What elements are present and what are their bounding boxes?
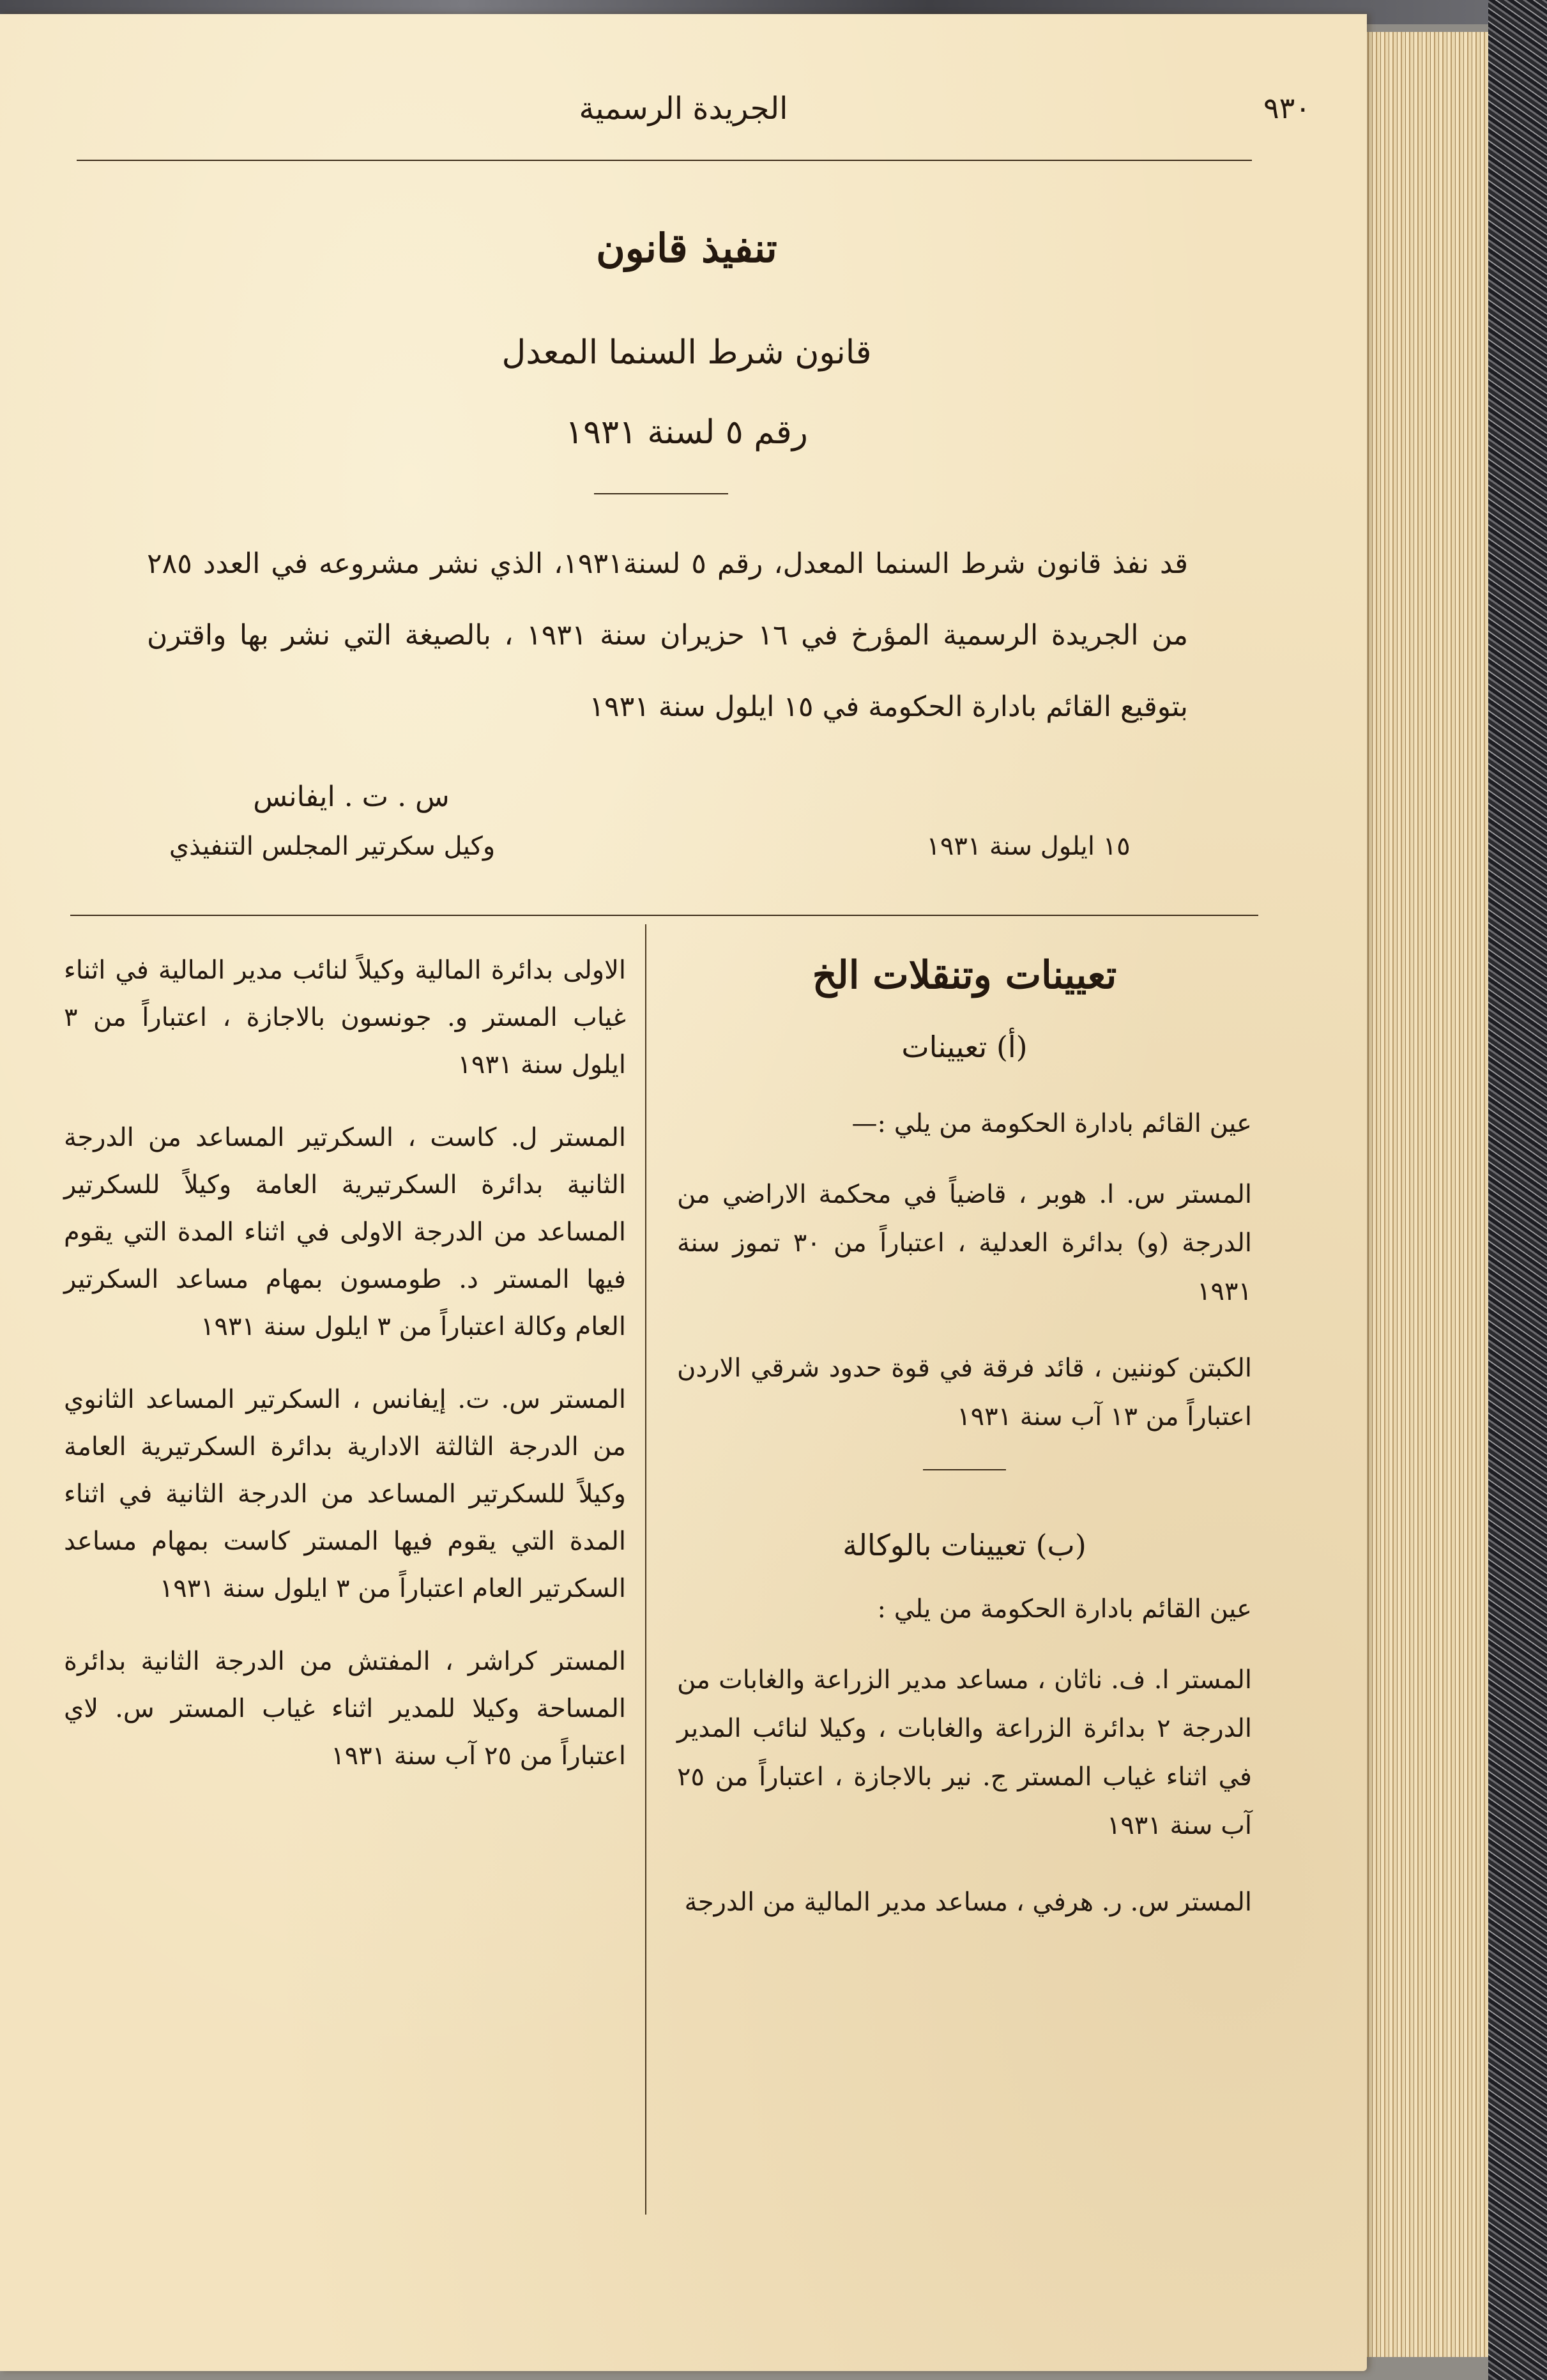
acting-appointment-entry: المستر ل. كاست ، السكرتير المساعد من الدرجة الثانية بدائرة السكرتيرية العامة وكيلاً للسكرتير المساعد من الدرجة الاولى في اثناء المدة التي يقوم فيها المستر د. طومسون بمهام مساعد السكرتير العام وكالة اعتباراً من ٣ ايلول سنة ١٩٣١ bbox=[64, 1123, 626, 1341]
appointment-entry: المستر س. ا. هوبر ، قاضياً في محكمة الاراضي من الدرجة (و) بدائرة العدلية ، اعتباراً من ٣٠ تموز سنة ١٩٣١ bbox=[677, 1180, 1252, 1306]
right-column bbox=[677, 934, 1252, 1955]
signatory-title: وكيل سكرتير المجلس التنفيذي bbox=[169, 832, 496, 861]
enactment-paragraph: قد نفذ قانون شرط السنما المعدل، رقم ٥ لسنة١٩٣١، الذي نشر مشروعه في العدد ٢٨٥ من الجريدة الرسمية المؤرخ في ١٦ حزيران سنة ١٩٣١ ، بالصيغة التي نشر بها واقترن بتوقيع القائم بادارة الحكومة في ١٥ ايلول سنة ١٩٣١ bbox=[147, 547, 1189, 723]
gazette-page bbox=[0, 14, 1367, 2371]
acting-appointment-entry: الاولى بدائرة المالية وكيلاً لنائب مدير المالية في اثناء غياب المستر و. جونسون بالاجازة ، اعتباراً من ٣ ايلول سنة ١٩٣١ bbox=[64, 956, 626, 1079]
part-b-title: (ب) تعيينات بالوكالة bbox=[842, 1528, 1086, 1562]
acting-appointment-entry: المستر س. ت. إيفانس ، السكرتير المساعد الثانوي من الدرجة الثالثة الادارية بدائرة السكرتيرية العامة وكيلاً للسكرتير المساعد من الدرجة الثانية في اثناء المدة التي يقوم فيها المستر كاست بمهام مساعد السكرتير العام اعتباراً من ٣ ايلول سنة ١٩٣١ bbox=[64, 1385, 626, 1603]
law-title: قانون شرط السنما المعدل bbox=[501, 333, 872, 372]
law-number: رقم ٥ لسنة ١٩٣١ bbox=[565, 413, 808, 452]
signatory-name: س . ت . ايفانس bbox=[253, 781, 450, 813]
column-divider bbox=[645, 924, 646, 2215]
title-divider bbox=[594, 493, 728, 494]
appointments-heading: تعيينات وتنقلات الخ bbox=[812, 953, 1117, 998]
book-binding bbox=[1488, 0, 1547, 2380]
acting-appointment-entry: المستر س. ر. هرفي ، مساعد مدير المالية من الدرجة bbox=[684, 1888, 1252, 1917]
acting-appointment-entry: المستر كراشر ، المفتش من الدرجة الثانية بدائرة المساحة وكيلا للمدير اثناء غياب المستر س. لاي اعتباراً من ٢٥ آب سنة ١٩٣١ bbox=[64, 1647, 626, 1771]
page-edges bbox=[1348, 32, 1501, 2357]
header-divider bbox=[77, 160, 1252, 161]
page-number: ٩٣٠ bbox=[1263, 91, 1311, 125]
gazette-name: الجريدة الرسمية bbox=[579, 91, 788, 126]
part-a-title: (أ) تعيينات bbox=[901, 1030, 1028, 1064]
enactment-date: ١٥ ايلول سنة ١٩٣١ bbox=[926, 832, 1131, 861]
left-column bbox=[64, 947, 626, 1805]
part-a-intro: عين القائم بادارة الحكومة من يلي :— bbox=[851, 1109, 1252, 1138]
acting-appointment-entry: المستر ا. ف. ناثان ، مساعد مدير الزراعة والغابات من الدرجة ٢ بدائرة الزراعة والغابات ، وكيلا لنائب المدير في اثناء غياب المستر ج. نير بالاجازة ، اعتباراً من ٢٥ آب سنة ١٩٣١ bbox=[677, 1665, 1253, 1840]
appointment-entry: الكبتن كوننين ، قائد فرقة في قوة حدود شرقي الاردن اعتباراً من ١٣ آب سنة ١٩٣١ bbox=[677, 1354, 1252, 1431]
part-b-intro: عين القائم بادارة الحكومة من يلي : bbox=[877, 1594, 1252, 1624]
part-divider bbox=[923, 1469, 1006, 1470]
page-header bbox=[77, 91, 1311, 161]
section-divider bbox=[70, 915, 1258, 916]
law-heading: تنفيذ قانون bbox=[596, 225, 777, 271]
